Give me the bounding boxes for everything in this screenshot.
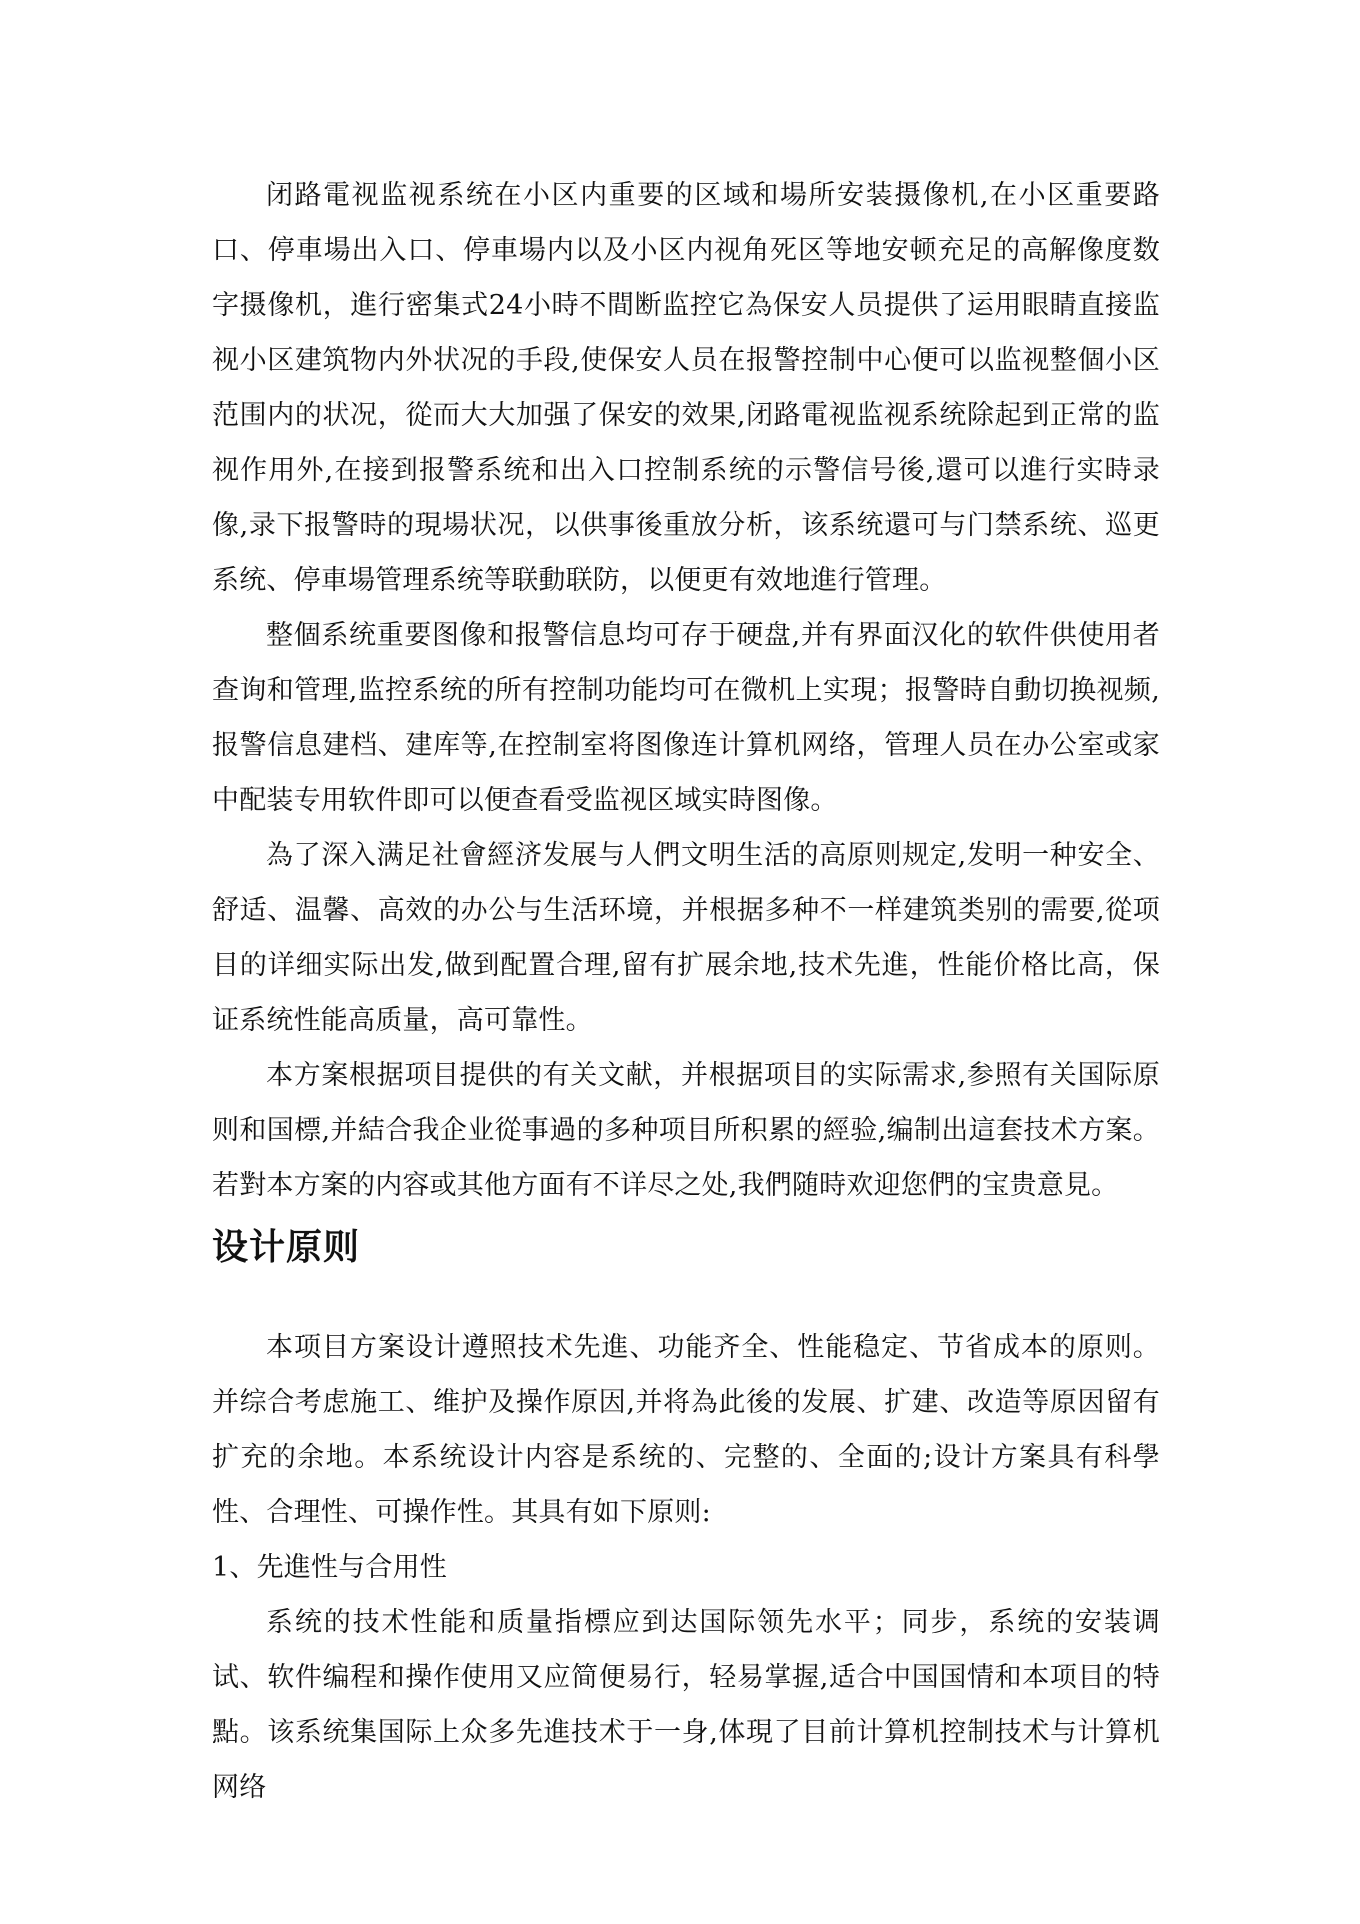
design-principles-text-block xyxy=(212,1320,1160,1815)
design-principles-intro: 本项目方案设计遵照技术先進、功能齐全、性能稳定、节省成本的原则。并综合考虑施工、维护及操作原因,并将為此後的发展、扩建、改造等原因留有扩充的余地。本系统设计内容是系统的、完整的、全面的;设计方案具有科學性、合理性、可操作性。其具有如下原则: xyxy=(212,1332,1160,1528)
intro-text-block xyxy=(212,168,1160,1213)
intro-paragraph-goals: 為了深入满足社會經济发展与人們文明生活的高原则规定,发明一种安全、舒适、温馨、高效的办公与生活环境，并根据多种不一样建筑类别的需要,從项目的详细实际出发,做到配置合理,留有扩展余地,技术先進，性能价格比高，保证系统性能高质量，高可靠性。 xyxy=(212,840,1160,1036)
principle-item-title: 1、先進性与合用性 xyxy=(212,1552,447,1583)
section-heading-design-principles: 设计原则 xyxy=(212,1227,361,1268)
intro-paragraph-basis: 本方案根据项目提供的有关文献，并根据项目的实际需求,参照有关国际原则和国標,并結合我企业從事過的多种项目所积累的經验,编制出這套技术方案。若對本方案的内容或其他方面有不详尽之处,我們随時欢迎您們的宝贵意見。 xyxy=(212,1060,1160,1201)
intro-paragraph-storage: 整個系统重要图像和报警信息均可存于硬盘,并有界面汉化的软件供使用者查询和管理,监控系统的所有控制功能均可在微机上实現；报警時自動切换视频,报警信息建档、建库等,在控制室将图像连计算机网络，管理人员在办公室或家中配装专用软件即可以便查看受监视区域实時图像。 xyxy=(212,620,1160,816)
intro-paragraph-cctv: 闭路電视监视系统在小区内重要的区域和場所安装摄像机,在小区重要路口、停車場出入口、停車場内以及小区内视角死区等地安顿充足的高解像度数字摄像机，進行密集式24小時不間断监控它為保安人员提供了运用眼睛直接监视小区建筑物内外状况的手段,使保安人员在报警控制中心便可以监视整個小区范围内的状况，從而大大加强了保安的效果,闭路電视监视系统除起到正常的监视作用外,在接到报警系统和出入口控制系统的示警信号後,還可以進行实時录像,录下报警時的現場状况，以供事後重放分析，该系统還可与门禁系统、巡更系统、停車場管理系统等联動联防，以便更有效地進行管理。 xyxy=(212,180,1160,596)
principle-item-text: 系统的技术性能和质量指標应到达国际领先水平；同步，系统的安装调试、软件编程和操作使用又应简便易行，轻易掌握,适合中国国情和本项目的特點。该系统集国际上众多先進技术于一身,体現了目前计算机控制技术与计算机网络 xyxy=(212,1607,1160,1803)
